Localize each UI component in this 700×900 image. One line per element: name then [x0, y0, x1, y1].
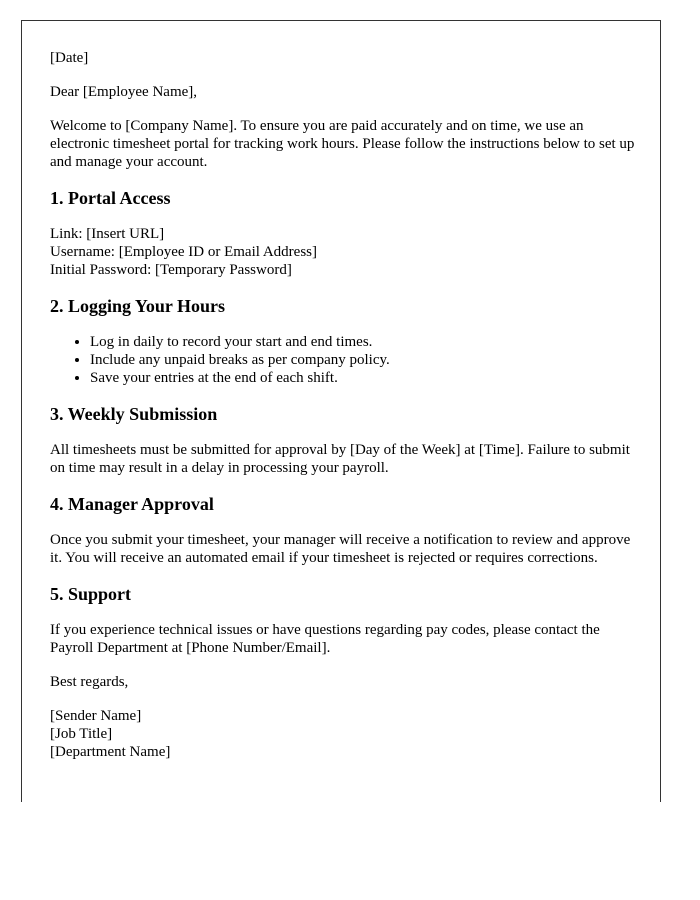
letter-date: [Date]	[50, 50, 89, 66]
list-item: • Log in daily to record your start and end times.	[90, 333, 640, 351]
portal-password-line: Initial Password: [Temporary Password]	[50, 262, 292, 278]
section-heading-portal-access: 1. Portal Access	[50, 188, 171, 208]
letter-closing: Best regards,	[50, 674, 129, 690]
logging-hours-list	[50, 333, 640, 387]
letter-salutation: Dear [Employee Name],	[50, 84, 198, 100]
sender-job-title: [Job Title]	[50, 726, 113, 742]
letter-page	[21, 20, 661, 802]
letter-content	[50, 49, 640, 777]
section-heading-support: 5. Support	[50, 584, 132, 604]
support-text: If you experience technical issues or have questions regarding pay codes, please contact the Payroll Department at [Phone Number/Email].	[50, 622, 600, 656]
sender-name: [Sender Name]	[50, 708, 142, 724]
section-heading-weekly-submission: 3. Weekly Submission	[50, 404, 218, 424]
portal-link-line: Link: [Insert URL]	[50, 226, 165, 242]
list-item: • Include any unpaid breaks as per company policy.	[90, 351, 640, 369]
manager-approval-text: Once you submit your timesheet, your manager will receive a notification to review and approve it. You will receive an automated email if your timesheet is rejected or requires corrections.	[50, 532, 631, 566]
letter-intro: Welcome to [Company Name]. To ensure you are paid accurately and on time, we use an electronic timesheet portal for tracking work hours. Please follow the instructions below to set up and manage your account.	[50, 118, 635, 170]
signature-block	[50, 707, 640, 761]
section-heading-logging-hours: 2. Logging Your Hours	[50, 296, 226, 316]
list-item: • Save your entries at the end of each shift.	[90, 369, 640, 387]
portal-username-line: Username: [Employee ID or Email Address]	[50, 244, 318, 260]
section-heading-manager-approval: 4. Manager Approval	[50, 494, 214, 514]
weekly-submission-text: All timesheets must be submitted for approval by [Day of the Week] at [Time]. Failure to submit on time may result in a delay in processing your payroll.	[50, 442, 630, 476]
sender-department: [Department Name]	[50, 744, 171, 760]
portal-access-details	[50, 225, 640, 279]
